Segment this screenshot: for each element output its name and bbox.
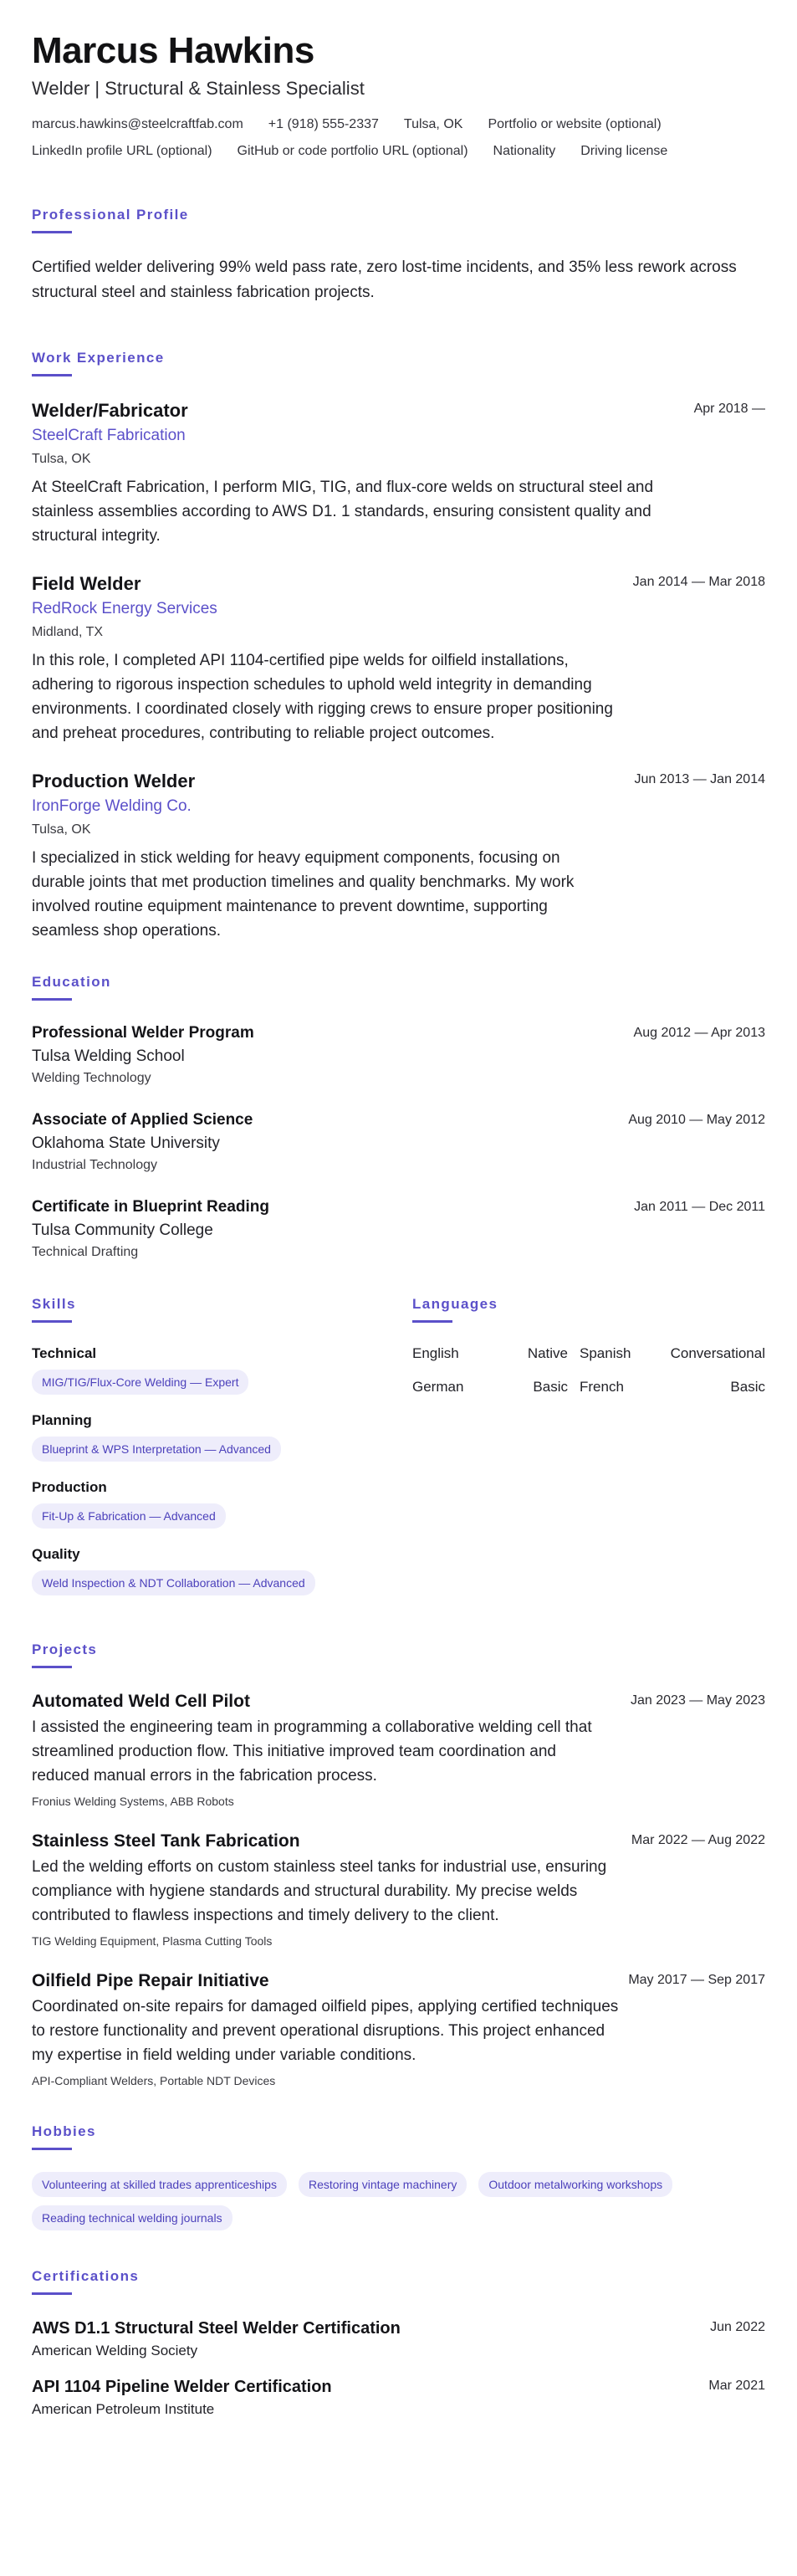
education-entry: [32, 1022, 765, 1088]
section-divider: [32, 1666, 72, 1668]
school-name: Tulsa Welding School: [32, 1047, 185, 1065]
skill-category: Planning: [32, 1412, 92, 1428]
section-title: Hobbies: [32, 2123, 96, 2139]
experience-dates: Jan 2014 — Mar 2018: [632, 575, 765, 589]
skill-group: [32, 1344, 412, 1395]
education-entry: [32, 1109, 765, 1175]
school-name: Oklahoma State University: [32, 1134, 220, 1152]
certification-issuer: American Petroleum Institute: [32, 2401, 215, 2417]
language-item: [580, 1378, 765, 1396]
company-name: RedRock Energy Services: [32, 600, 217, 617]
hobby-tag: Reading technical welding journals: [32, 2205, 232, 2230]
project-entry: [32, 1690, 765, 1810]
language-item: [412, 1378, 580, 1396]
certification-entry: [32, 2317, 765, 2360]
field-of-study: Industrial Technology: [32, 1158, 158, 1172]
experience-entry: [32, 571, 765, 745]
job-description: At SteelCraft Fabrication, I perform MIG, TIG, and flux-core welds on structural steel and stainless assemblies according to AWS D1. 1 standards, ensuring consistent quality and structural integrity.: [32, 479, 654, 545]
job-description: I specialized in stick welding for heavy equipment components, focusing on durable joints that met production timelines and quality benchmarks. My work involved routine equipment maintenance to prevent downtime, supporting seamless shop operations.: [32, 849, 575, 940]
projects-section: [32, 1641, 765, 2089]
job-location: Tulsa, OK: [32, 822, 91, 837]
section-title: Languages: [412, 1296, 498, 1312]
section-divider: [32, 374, 72, 376]
section-title: Professional Profile: [32, 207, 189, 223]
language-item: [412, 1344, 580, 1363]
project-description: Coordinated on-site repairs for damaged oilfield pipes, applying certified techniques to restore functionality and prevent operational disruptions. This project enhanced my expertise in field welding under variable conditions.: [32, 1998, 619, 2064]
experience-dates: Jun 2013 — Jan 2014: [634, 772, 765, 786]
skill-tag: Blueprint & WPS Interpretation — Advanced: [32, 1437, 281, 1462]
contact-linkedin[interactable]: LinkedIn profile URL (optional): [32, 144, 212, 158]
education-dates: Aug 2012 — Apr 2013: [633, 1026, 765, 1040]
section-title: Skills: [32, 1296, 76, 1312]
skill-group: [32, 1545, 412, 1595]
job-description: In this role, I completed API 1104-certified pipe welds for oilfield installations, adhering to rigorous inspection schedules to uphold weld integrity in demanding environments. I coordinated closely with rigging crews to ensure proper positioning and preheat procedures, contributing to reliable project outcomes.: [32, 652, 613, 742]
language-name: German: [412, 1379, 464, 1395]
project-description: Led the welding efforts on custom stainless steel tanks for industrial use, ensuring compliance with hygiene standards and structural durability. My precise welds contributed to flawless inspections and timely delivery to the client.: [32, 1858, 607, 1924]
job-title: Welder/Fabricator: [32, 400, 188, 421]
project-entry: [32, 1969, 765, 2089]
company-name: IronForge Welding Co.: [32, 797, 192, 815]
education-entry: [32, 1196, 765, 1262]
skill-group: [32, 1478, 412, 1529]
certification-date: Jun 2022: [710, 2320, 765, 2334]
hobby-tag: Restoring vintage machinery: [299, 2172, 467, 2197]
project-dates: Mar 2022 — Aug 2022: [631, 1833, 765, 1847]
field-of-study: Technical Drafting: [32, 1245, 139, 1259]
hobbies-section: [32, 2123, 765, 2230]
certification-date: Mar 2021: [708, 2379, 765, 2393]
skill-tag: Fit-Up & Fabrication — Advanced: [32, 1503, 226, 1529]
contact-email[interactable]: marcus.hawkins@steelcraftfab.com: [32, 117, 243, 131]
job-location: Tulsa, OK: [32, 452, 91, 466]
language-name: French: [580, 1379, 624, 1395]
contact-location: Tulsa, OK: [403, 117, 463, 131]
degree-name: Certificate in Blueprint Reading: [32, 1198, 269, 1216]
language-name: Spanish: [580, 1345, 631, 1361]
job-title: Field Welder: [32, 573, 141, 594]
education-dates: Jan 2011 — Dec 2011: [634, 1200, 765, 1214]
experience-entry: [32, 769, 765, 943]
languages-section: [412, 1295, 765, 1612]
candidate-name: Marcus Hawkins: [32, 30, 314, 71]
contact-portfolio[interactable]: Portfolio or website (optional): [488, 117, 662, 131]
degree-name: Professional Welder Program: [32, 1024, 254, 1042]
company-name: SteelCraft Fabrication: [32, 427, 186, 444]
project-tools: API-Compliant Welders, Portable NDT Devices: [32, 2074, 276, 2087]
certification-issuer: American Welding Society: [32, 2343, 198, 2358]
education-section: [32, 973, 765, 1262]
skill-tag: MIG/TIG/Flux-Core Welding — Expert: [32, 1370, 248, 1395]
project-dates: Jan 2023 — May 2023: [631, 1693, 765, 1708]
certifications-section: [32, 2267, 765, 2419]
job-title: Production Welder: [32, 771, 196, 791]
section-divider: [32, 2292, 72, 2295]
hobby-tag: Volunteering at skilled trades apprenticeships: [32, 2172, 287, 2197]
section-divider: [32, 998, 72, 1001]
language-level: Conversational: [670, 1345, 765, 1361]
section-divider: [32, 1320, 72, 1323]
language-level: Basic: [730, 1379, 765, 1395]
project-tools: TIG Welding Equipment, Plasma Cutting Tools: [32, 1934, 273, 1948]
candidate-headline: Welder | Structural & Stainless Specialist: [32, 78, 365, 99]
language-level: Basic: [533, 1379, 568, 1395]
experience-section: [32, 349, 765, 943]
contact-github[interactable]: GitHub or code portfolio URL (optional): [237, 144, 468, 158]
resume-header: [32, 28, 765, 161]
contact-list: [32, 115, 768, 161]
certification-entry: [32, 2375, 765, 2419]
profile-section: [32, 206, 765, 305]
job-location: Midland, TX: [32, 625, 104, 639]
experience-entry: [32, 398, 765, 548]
profile-summary: Certified welder delivering 99% weld pass rate, zero lost-time incidents, and 35% less rework across structural steel and stainless fabrication projects.: [32, 259, 737, 301]
skills-section: [32, 1295, 412, 1612]
section-title: Work Experience: [32, 350, 165, 366]
language-name: English: [412, 1345, 459, 1361]
project-entry: [32, 1830, 765, 1949]
project-tools: Fronius Welding Systems, ABB Robots: [32, 1795, 234, 1808]
contact-phone[interactable]: +1 (918) 555-2337: [268, 117, 379, 131]
section-title: Projects: [32, 1641, 98, 1657]
skill-category: Production: [32, 1479, 107, 1495]
experience-dates: Apr 2018 —: [693, 402, 765, 416]
skill-tag: Weld Inspection & NDT Collaboration — Advanced: [32, 1570, 315, 1595]
skill-category: Technical: [32, 1345, 97, 1361]
section-title: Certifications: [32, 2268, 140, 2284]
field-of-study: Welding Technology: [32, 1071, 151, 1085]
skill-category: Quality: [32, 1546, 80, 1562]
project-name: Oilfield Pipe Repair Initiative: [32, 1971, 269, 1990]
language-item: [580, 1344, 765, 1363]
school-name: Tulsa Community College: [32, 1221, 213, 1239]
hobby-tag: Outdoor metalworking workshops: [478, 2172, 672, 2197]
degree-name: Associate of Applied Science: [32, 1111, 253, 1129]
contact-driving-license: Driving license: [580, 144, 668, 158]
languages-grid: [412, 1344, 765, 1396]
education-dates: Aug 2010 — May 2012: [628, 1113, 765, 1127]
contact-nationality: Nationality: [493, 144, 556, 158]
project-name: Stainless Steel Tank Fabrication: [32, 1831, 300, 1851]
section-title: Education: [32, 974, 111, 990]
certification-name: AWS D1.1 Structural Steel Welder Certification: [32, 2319, 401, 2338]
project-name: Automated Weld Cell Pilot: [32, 1692, 250, 1711]
project-dates: May 2017 — Sep 2017: [628, 1973, 765, 1987]
language-level: Native: [527, 1345, 568, 1361]
section-divider: [412, 1320, 452, 1323]
section-divider: [32, 231, 72, 233]
project-description: I assisted the engineering team in programming a collaborative welding cell that streamlined production flow. This initiative improved team coordination and reduced manual errors in the fabrication process.: [32, 1718, 592, 1785]
hobbies-list: [32, 2172, 768, 2230]
certification-name: API 1104 Pipeline Welder Certification: [32, 2378, 332, 2396]
skill-group: [32, 1411, 412, 1462]
section-divider: [32, 2148, 72, 2150]
skills-languages-row: [32, 1295, 765, 1612]
